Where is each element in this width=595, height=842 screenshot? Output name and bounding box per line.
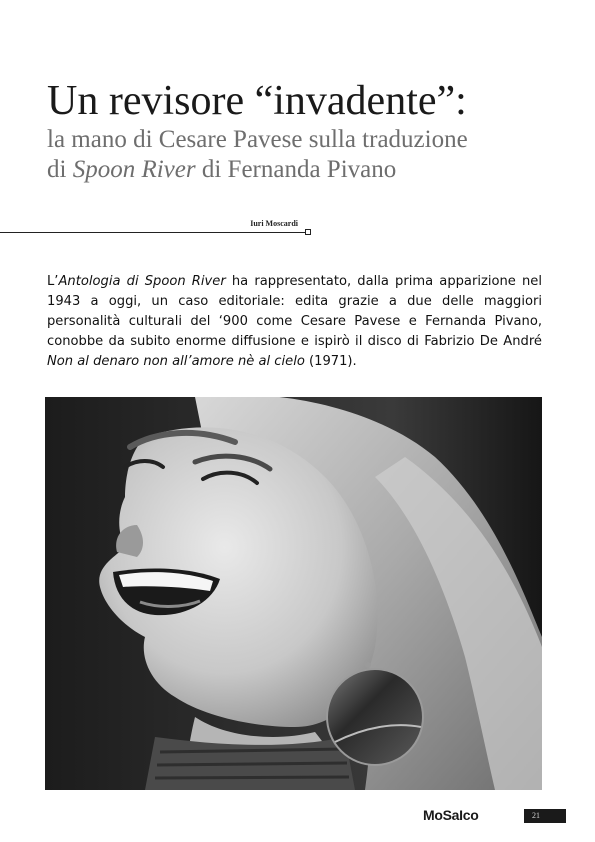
lead-text-1: L’ xyxy=(47,274,59,289)
magazine-logo: MoSaIco xyxy=(423,807,479,823)
subtitle-line-2-suffix: di Fernanda Pivano xyxy=(195,156,397,183)
lead-text-3: (1971). xyxy=(304,354,357,369)
portrait-photo xyxy=(45,397,542,790)
lead-text-2: ha rappresentato, dalla prima apparizione nel 1943 a oggi, un caso editoriale: edita grazie a due delle maggiori personalità culturali del ‘900 come Cesare Pavese e Fernanda Pivano, conobbe da subito enorme diffusione e ispirò il disco di Fabrizio De André xyxy=(47,274,542,349)
lead-paragraph xyxy=(47,272,542,372)
article-subtitle xyxy=(47,125,468,185)
lead-italic-album-title: Non al denaro non all’amore nè al cielo xyxy=(47,354,305,369)
author-divider xyxy=(0,232,306,233)
author-name: Iuri Moscardi xyxy=(250,219,298,228)
page-number: 21 xyxy=(524,809,566,823)
article-title: Un revisore “invadente”: xyxy=(47,78,467,124)
subtitle-line-1: la mano di Cesare Pavese sulla traduzione xyxy=(47,126,468,153)
divider-end-square xyxy=(305,229,311,235)
lead-italic-book-title: Antologia di Spoon River xyxy=(58,274,226,289)
subtitle-line-2-prefix: di xyxy=(47,156,73,183)
subtitle-italic-title: Spoon River xyxy=(72,156,196,183)
